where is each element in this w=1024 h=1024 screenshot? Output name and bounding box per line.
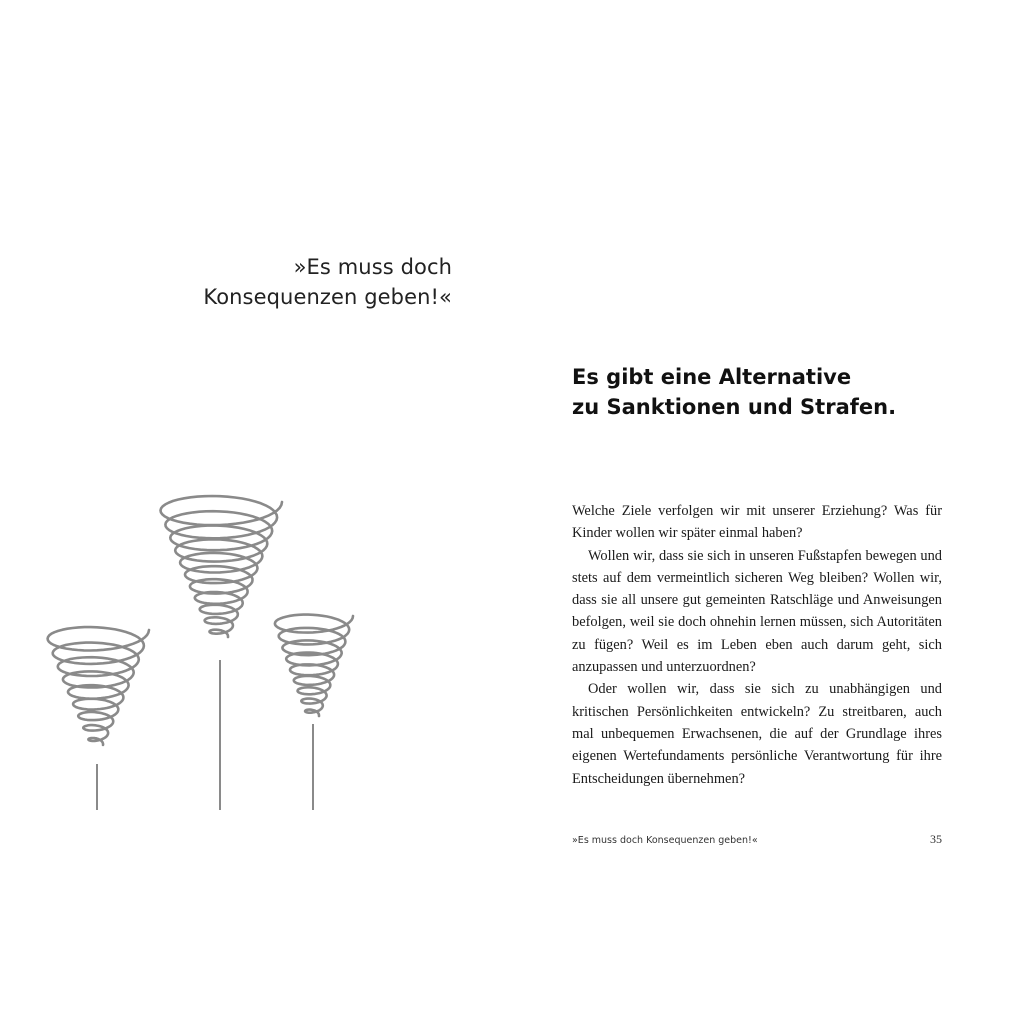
paragraph-1: Welche Ziele verfolgen wir mit unserer Erziehung? Was für Kinder wollen wir später einmal haben? [572, 503, 942, 542]
page-footer [572, 832, 942, 847]
paragraph-2: Wollen wir, dass sie sich in unseren Fußstapfen bewegen und stets auf dem vermeintlich sicheren Weg bleiben? Wollen wir, dass sie all unsere gut gemeinten Ratschläge und Anweisungen befolgen, weil sie doch ohnehin lernen müssen, sich Autoritäten zu fügen? Weil es im Leben eben auch darum geht, sich anzupassen und unterzuordnen? [572, 547, 942, 676]
paragraph-3: Oder wollen wir, dass sie sich zu unabhängigen und kritischen Persönlichkeiten entwickeln? Zu streitbaren, auch mal unbequemen Erwachsenen, die auf der Grundlage ihres eigenen Wertefundaments persönliche Verantwortung für ihre Entscheidungen übernehmen? [572, 681, 942, 787]
chapter-title [203, 252, 452, 312]
spiral-spring-right [275, 615, 353, 810]
spiral-coil [48, 627, 149, 745]
running-head: »Es muss doch Konsequenzen geben!« [572, 835, 758, 846]
subtitle-line-1: Es gibt eine Alternative [572, 365, 852, 389]
page-number: 35 [930, 832, 942, 846]
spiral-coil [161, 496, 283, 637]
spiral-spring-middle [161, 496, 283, 810]
spiral-coil [275, 615, 353, 716]
three-spiral-springs-icon [30, 480, 370, 820]
chapter-title-line-1: »Es muss doch [293, 255, 452, 279]
spiral-spring-left [48, 627, 149, 810]
subtitle-line-2: zu Sanktionen und Strafen. [572, 395, 897, 419]
right-page [572, 0, 944, 1024]
chapter-title-line-2: Konsequenzen geben!« [203, 285, 452, 309]
section-subtitle [572, 362, 896, 422]
body-text [572, 500, 942, 790]
